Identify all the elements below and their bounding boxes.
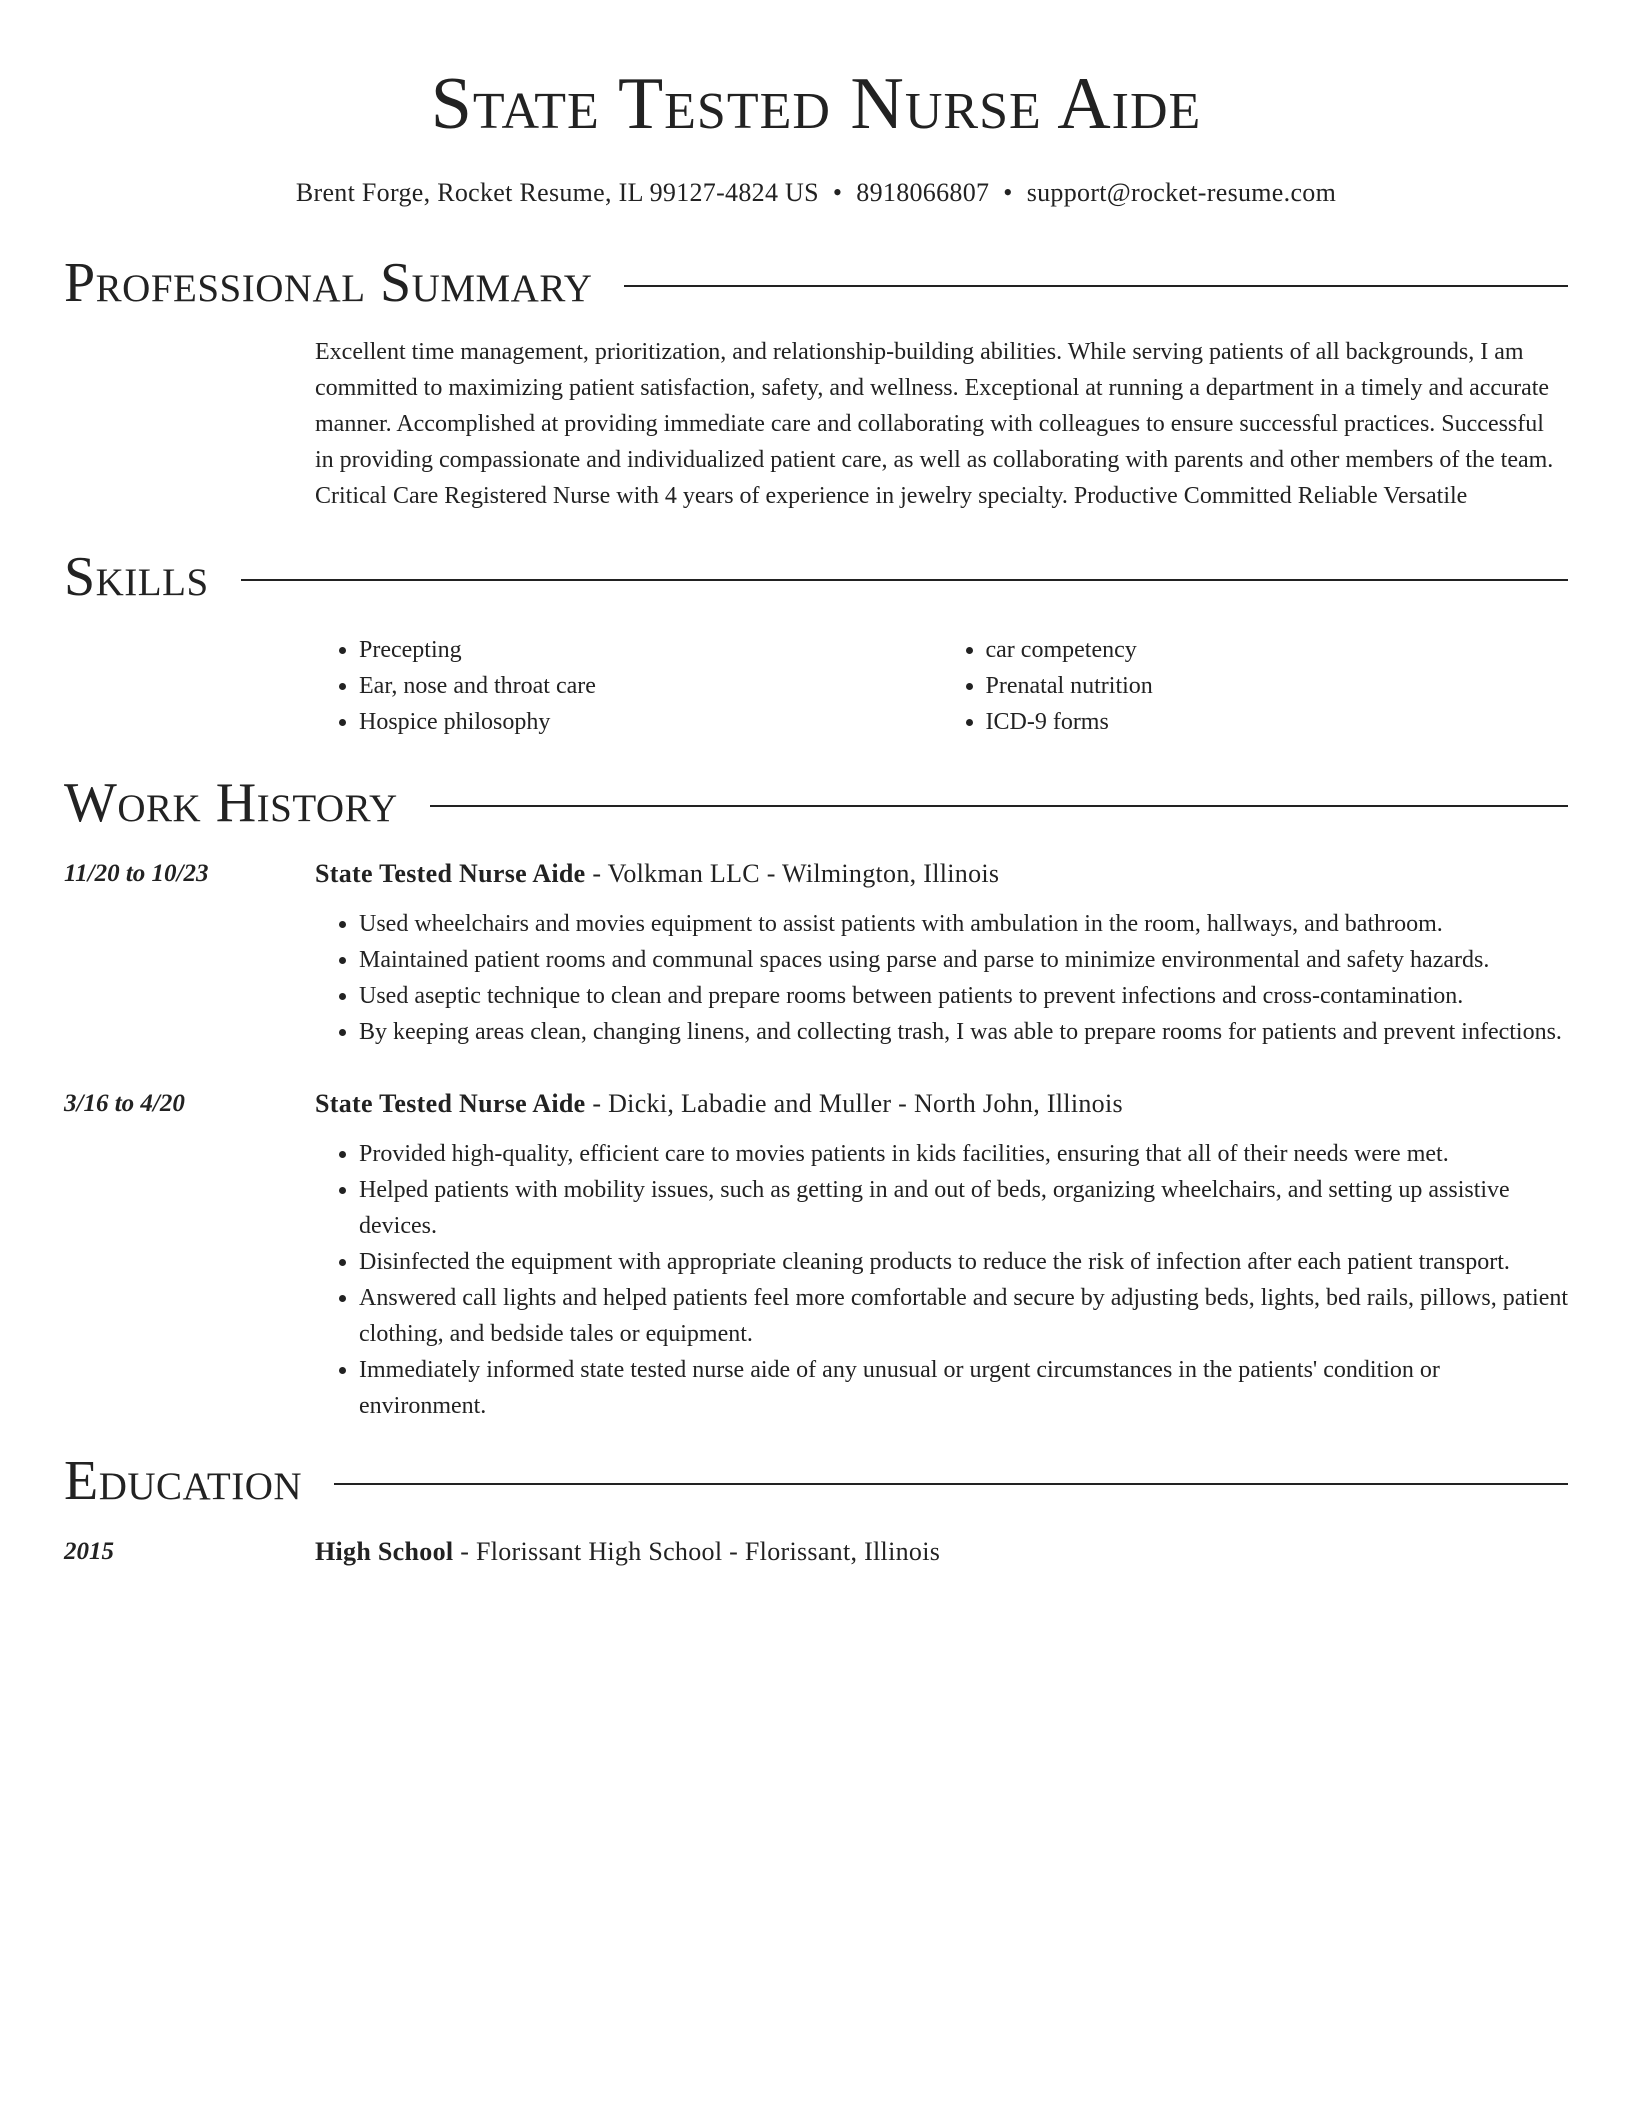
skills-list-right (942, 632, 1569, 740)
contact-address: Brent Forge, Rocket Resume, IL 99127-4824 US (295, 178, 819, 207)
job-title: State Tested Nurse Aide (315, 1089, 586, 1118)
skills-grid (315, 632, 1568, 740)
work-section-heading (64, 768, 1568, 838)
job-duty: • Disinfected the equipment with appropriate cleaning products to reduce the risk of infection after each patient transport. (359, 1244, 1568, 1280)
education-section-heading (64, 1446, 1568, 1516)
contact-email: support@rocket-resume.com (1026, 178, 1337, 207)
section-divider (334, 1483, 1568, 1485)
contact-separator: • (1003, 178, 1013, 207)
section-divider (624, 285, 1568, 287)
skill-item: • Prenatal nutrition (986, 668, 1569, 704)
summary-section-heading (64, 248, 1568, 318)
work-dates: 11/20 to 10/23 (64, 860, 209, 887)
job-duty: • Immediately informed state tested nurse aide of any unusual or urgent circumstances in the patients' condition or environment. (359, 1352, 1568, 1424)
skill-item: • Precepting (359, 632, 942, 668)
education-heading: Education (64, 1450, 303, 1512)
skill-item: • car competency (986, 632, 1569, 668)
education-entry-header (315, 1532, 1568, 1572)
skill-item: • Hospice philosophy (359, 704, 942, 740)
job-duty: • Used aseptic technique to clean and prepare rooms between patients to prevent infections and cross-contamination. (359, 978, 1568, 1014)
resume-title: State Tested Nurse Aide (430, 63, 1202, 145)
work-entry-body (315, 1084, 1568, 1424)
education-dates: 2015 (64, 1538, 114, 1565)
work-entry-header (315, 1084, 1568, 1124)
job-duty: • Maintained patient rooms and communal spaces using parse and parse to minimize environmental and safety hazards. (359, 942, 1568, 978)
work-heading: Work History (64, 772, 398, 834)
education-entry-body (315, 1532, 1568, 1572)
section-divider (241, 579, 1568, 581)
education-degree: High School (315, 1537, 454, 1566)
work-entry-body (315, 854, 1568, 1050)
contact-separator: • (832, 178, 843, 207)
section-divider (430, 805, 1568, 807)
job-duty: • Helped patients with mobility issues, such as getting in and out of beds, organizing wheelchairs, and setting up assistive devices. (359, 1172, 1568, 1244)
job-employer-location: - Dicki, Labadie and Muller - North John, Illinois (585, 1089, 1123, 1118)
skills-list-left (315, 632, 942, 740)
summary-heading: Professional Summary (64, 252, 593, 314)
education-school-location: - Florissant High School - Florissant, Illinois (453, 1537, 941, 1566)
work-entry (64, 854, 1568, 1050)
contact-phone: 8918066807 (856, 178, 990, 207)
summary-text: Excellent time management, prioritization, and relationship-building abilities. While serving patients of all backgrounds, I am committed to maximizing patient satisfaction, safety, and wellness. Exceptional at running a department in a timely and accurate manner. Accomplished at providing immediate care and collaborating with colleagues to ensure successful practices. Successful in providing compassionate and individualized patient care, as well as collaborating with parents and other members of the team. Critical Care Registered Nurse with 4 years of experience in jewelry specialty. Productive Committed Reliable Versatile (315, 339, 1554, 509)
job-duty: • By keeping areas clean, changing linens, and collecting trash, I was able to prepare rooms for patients and prevent infections. (359, 1014, 1568, 1050)
skills-heading: Skills (64, 546, 209, 608)
skill-item: • ICD-9 forms (986, 704, 1569, 740)
job-employer-location: - Volkman LLC - Wilmington, Illinois (585, 859, 1000, 888)
education-entry (64, 1532, 1568, 1572)
contact-line (64, 176, 1568, 210)
skill-item: • Ear, nose and throat care (359, 668, 942, 704)
work-entry-header (315, 854, 1568, 894)
job-duty: • Used wheelchairs and movies equipment to assist patients with ambulation in the room, hallways, and bathroom. (359, 906, 1568, 942)
job-duty: • Provided high-quality, efficient care to movies patients in kids facilities, ensuring that all of their needs were met. (359, 1136, 1568, 1172)
work-entry (64, 1084, 1568, 1424)
job-duties-list (315, 906, 1568, 1050)
work-dates: 3/16 to 4/20 (64, 1090, 185, 1117)
skills-section-heading (64, 542, 1568, 612)
job-duty: • Answered call lights and helped patients feel more comfortable and secure by adjusting beds, lights, bed rails, pillows, patient clothing, and bedside tales or equipment. (359, 1280, 1568, 1352)
job-duties-list (315, 1136, 1568, 1424)
job-title: State Tested Nurse Aide (315, 859, 586, 888)
